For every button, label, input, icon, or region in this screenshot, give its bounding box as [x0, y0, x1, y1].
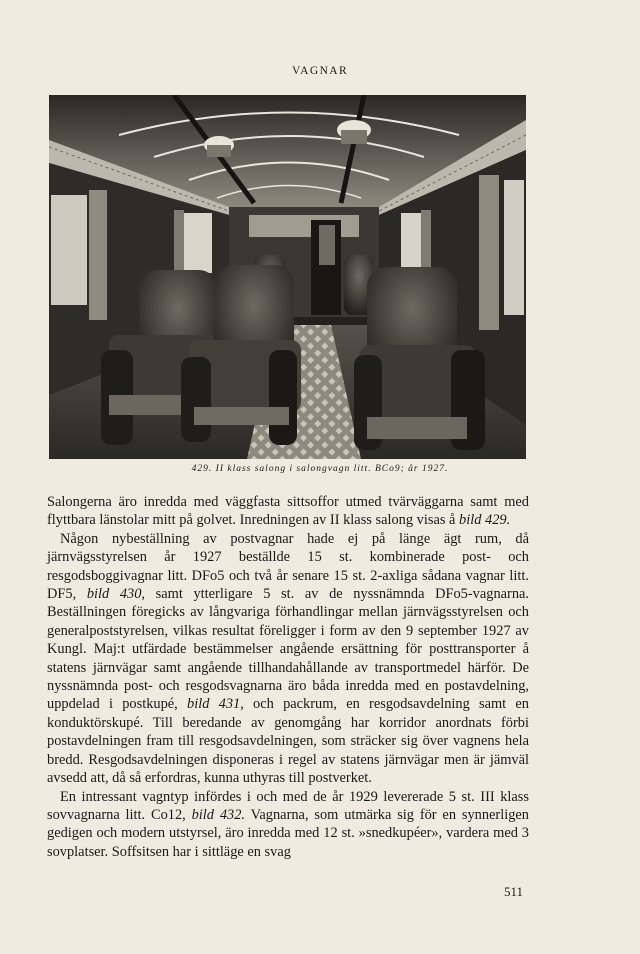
figure-reference-429: bild 429. — [459, 512, 511, 529]
figure-reference-431: bild 431, — [187, 696, 244, 713]
paragraph-1-text: Salongerna äro inredda med väggfasta sittsoffor utmed tvärväggarna samt med flyttbara länstolar mitt på golvet. Inredningen av II klass salong visas å — [47, 494, 529, 529]
paragraph-2-text-c: och packrum, en resgodsavdelning samt en konduktörskupé. Till beredande av genomgång har korridor anordnats förbi postavdelningen fram till resgodsavdelningen, som sträcker sig över vagnens hela bredd. Resgodsavdelningen disponeras i regel av statens järnvägar men är jämväl avsedd att, då så erfordras, kunna uthyras till postverket. — [47, 696, 529, 787]
paragraph-3-text-a: En intressant vagntyp infördes i och med de år 1929 levererade 5 st. III klass sovvagnarna litt. Co12, — [47, 788, 529, 823]
figure-reference-430: bild 430, — [86, 586, 146, 603]
body-text — [47, 493, 529, 861]
paragraph-1 — [47, 493, 529, 530]
interior-photograph — [49, 95, 526, 459]
paragraph-3 — [47, 788, 529, 862]
saloon-car-interior-image — [49, 95, 526, 459]
paragraph-3-text-b: Vagnarna, som utmärka sig för en synnerligen gedigen och modern utstyrsel, äro inredda med 12 st. »snedkupéer», vardera med 3 sovplatser. Soffsitsen har i sittläge en svag — [47, 806, 529, 860]
page-number: 511 — [504, 884, 524, 899]
paragraph-2 — [47, 530, 529, 788]
paragraph-2-text-b: samt ytterligare 5 st. av de nyssnämnda DFo5-vagnarna. Beställningen föregicks av långvariga förhandlingar mellan järnvägsstyrelsen och generalpoststyrelsen, vilkas resultat föreligger i form av den 9 september 1927 av Kungl. Maj:t utfärdade bestämmelser angående ersättning för posttransporter å statens järnvägar samt angående tillhandahållande av transportmedel härför. De nyssnämnda post- och resgodsvagnarna äro båda inredda med en postavdelning, uppdelad i postkupé, — [47, 586, 529, 713]
paragraph-2-text-a: Någon nybeställning av postvagnar hade ej på länge ägt rum, då järnvägsstyrelsen år 1927 beställde 15 st. kombinerade post- och resgodsboggivagnar litt. DFo5 och två år senare 15 st. 2-axliga sådana vagnar litt. DF5, — [47, 530, 529, 603]
figure-caption: 429. II klass salong i salongvagn litt. BCo9; år 1927. — [191, 464, 449, 474]
figure-reference-432: bild 432. — [191, 806, 246, 823]
running-header: VAGNAR — [291, 65, 349, 77]
